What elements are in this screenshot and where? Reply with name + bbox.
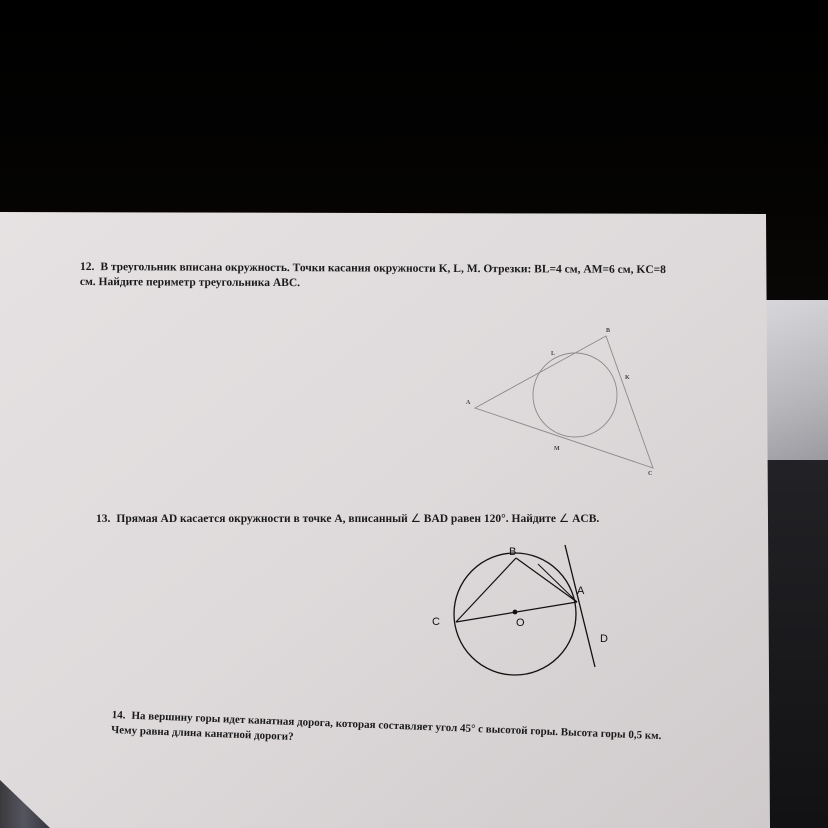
label-b: B (606, 328, 611, 334)
problem-12-body: В треугольник вписана окружность. Точки касания окружности K, L, M. Отрезки: BL=4 см, AM=6 см, KC=8 см. Найдите периметр треугольника ABC. (79, 261, 666, 290)
tangent-line-ad (565, 545, 595, 667)
problem-13-angle1: BAD равен 120°. Найдите (423, 513, 557, 525)
label-m: M (554, 446, 560, 452)
problem-13-body: Прямая AD касается окружности в точке A, вписанный (116, 513, 408, 525)
circle-tangent-diagram (420, 540, 640, 680)
chord-ba (516, 558, 577, 602)
angle-symbol-1: ∠ (410, 511, 421, 525)
problem-13-angle2: ACB. (572, 513, 600, 525)
chord-cb (456, 558, 516, 622)
problem-14-number: 14. (111, 708, 126, 722)
label-c: C (648, 471, 653, 477)
label-o2: O (516, 617, 525, 629)
label-l: L (551, 351, 556, 357)
label-d2: D (600, 633, 608, 645)
triangle-abc (475, 336, 653, 468)
triangle-incircle-diagram (460, 320, 670, 480)
problem-12-number: 12. (79, 261, 95, 274)
label-b2: B (509, 546, 517, 558)
label-a2: A (577, 585, 585, 597)
problem-13-text (96, 511, 656, 527)
problem-12-text (80, 260, 680, 293)
problem-14-body: На вершину горы идет канатная дорога, которая составляет угол 45° с высотой горы. Высота горы 0,5 км. Чему равна длина канатной дороги? (110, 709, 662, 743)
label-k: K (625, 375, 630, 381)
label-c2: C (432, 616, 440, 628)
angle-symbol-2: ∠ (558, 511, 570, 525)
incircle (533, 353, 617, 437)
problem-13-number: 13. (96, 513, 111, 525)
label-a: A (466, 400, 471, 406)
center-point-o (513, 610, 518, 615)
